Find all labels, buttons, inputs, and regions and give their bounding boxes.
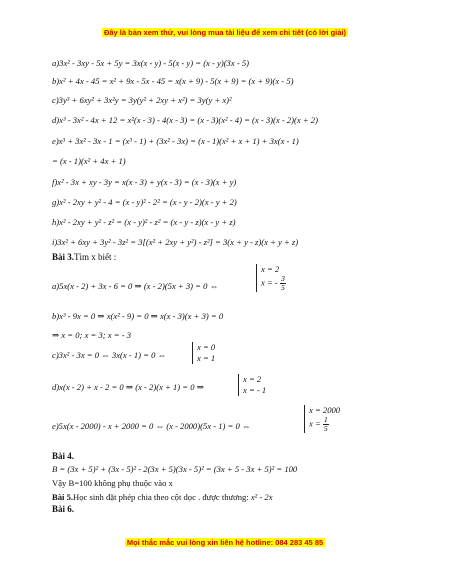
bai3-a-root2: x = - $\frac{3}{5}$ bbox=[261, 274, 285, 292]
bai4-conclusion: Vậy B=100 không phụ thuộc vào x bbox=[52, 478, 173, 488]
bai3-b2: ⇒ x = 0; x = 3; x = - 3 bbox=[52, 330, 132, 340]
bai3-a-system bbox=[256, 264, 286, 292]
bai6-title: Bài 6. bbox=[52, 504, 75, 514]
solution-line-e1: e)x³ + 3x² - 3x - 1 = (x³ - 1) + (3x² - 3x) = (x - 1)(x² + x + 1) + 3x(x - 1) bbox=[52, 136, 299, 146]
hotline-banner: Mọi thắc mắc vui lòng xin liên hệ hotline: 084 283 45 85 bbox=[126, 538, 324, 547]
bai5-text: Học sinh đặt phép chia theo cột dọc . được thương: bbox=[73, 492, 249, 502]
solution-line-e2: = (x - 1)(x² + 4x + 1) bbox=[52, 156, 126, 166]
bai3-d: d)x(x - 2) + x - 2 = 0 ⇒ (x - 2)(x + 1) = 0 ⇒ bbox=[52, 382, 204, 392]
bai5-line bbox=[52, 492, 273, 502]
bai3-c-root1: x = 0 bbox=[197, 342, 216, 352]
solution-line-i: i)3x² + 6xy + 3y² - 3z² = 3[(x² + 2xy + y²) - z²] = 3(x + y - z)(x + y + z) bbox=[52, 237, 299, 247]
bai3-c-root2: x = 1 bbox=[197, 353, 216, 363]
bai3-e-root1: x = 2000 bbox=[309, 405, 341, 415]
solution-line-c: c)3y³ + 6xy² + 3x²y = 3y(y² + 2xy + x²) = 3y(y + x)² bbox=[52, 95, 232, 105]
bai3-a-root1: x = 2 bbox=[261, 264, 280, 274]
bai4-formula: B = (3x + 5)² + (3x - 5)² - 2(3x + 5)(3x - 5)² = (3x + 5 - 3x + 5)² = 100 bbox=[52, 464, 298, 474]
bai3-d-system bbox=[238, 374, 266, 396]
bai3-e: e)5x(x - 2000) - x + 2000 = 0 ⇔ (x - 2000)(5x - 1) = 0 ⇔ bbox=[52, 421, 251, 431]
solution-line-a: a)3x² - 3xy - 5x + 5y = 3x(x - y) - 5(x - y) = (x - y)(3x - 5) bbox=[52, 58, 249, 68]
bai3-prompt: Tìm x biết : bbox=[74, 252, 117, 262]
bai5-result: x² - 2x bbox=[250, 492, 273, 502]
bai5-title: Bài 5. bbox=[52, 492, 74, 502]
bai3-title: Bài 3. bbox=[52, 252, 75, 262]
bai3-a: a)5x(x - 2) + 3x - 6 = 0 ⇒ (x - 2)(5x + 3) = 0 ⇔ bbox=[52, 281, 219, 291]
bai3-c-system bbox=[192, 342, 215, 364]
solution-line-b: b)x² + 4x - 45 = x² + 9x - 5x - 45 = x(x + 9) - 5(x + 9) = (x + 9)(x - 5) bbox=[52, 76, 294, 86]
bai4-title: Bài 4. bbox=[52, 451, 75, 461]
solution-line-d: d)x³ - 3x² - 4x + 12 = x²(x - 3) - 4(x - 3) = (x - 3)(x² - 4) = (x - 3)(x - 2)(x + 2) bbox=[52, 115, 318, 125]
bai3-e-root2: x = $\frac{1}{5}$ bbox=[309, 415, 328, 433]
bai3-d-root2: x = - 1 bbox=[243, 385, 267, 395]
bai3-e-system bbox=[304, 405, 340, 433]
bai3-d-root1: x = 2 bbox=[243, 374, 262, 384]
bai3-heading bbox=[52, 252, 116, 262]
preview-banner: Đây là bản xem thử, vui lòng mua tài liệu để xem chi tiết (có lời giải) bbox=[103, 28, 347, 37]
bai3-c: c)3x² - 3x = 0 ⇔ 3x(x - 1) = 0 ⇔ bbox=[52, 350, 167, 360]
solution-line-h: h)x² - 2xy + y² - z² = (x - y)² - z² = (x - y - z)(x - y + z) bbox=[52, 217, 236, 227]
solution-line-g: g)x² - 2xy + y² - 4 = (x - y)² - 2² = (x - y - 2)(x - y + 2) bbox=[52, 197, 237, 207]
solution-line-f: f)x² - 3x + xy - 3y = x(x - 3) + y(x - 3) = (x - 3)(x + y) bbox=[52, 177, 237, 187]
bai3-b1: b)x³ - 9x = 0 ⇒ x(x² - 9) = 0 ⇒ x(x - 3)(x + 3) = 0 bbox=[52, 311, 224, 321]
